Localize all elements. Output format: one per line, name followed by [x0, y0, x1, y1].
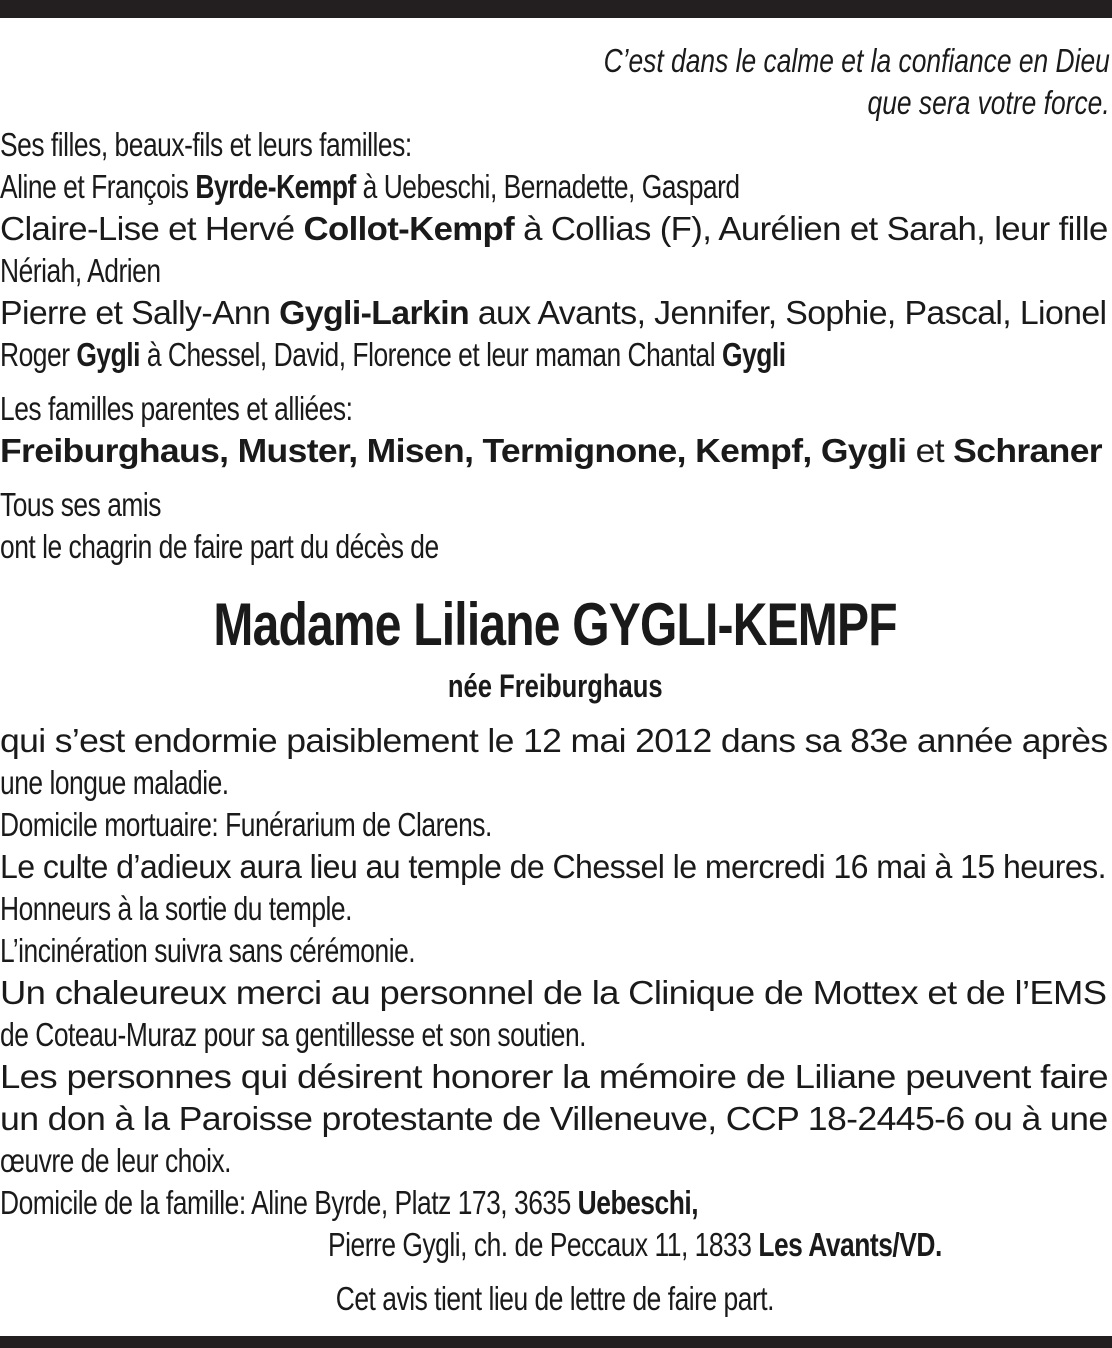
family-line-1: Aline et François Byrde-Kempf à Uebeschi, Bernadette, Gaspard [0, 168, 740, 205]
death-line-2: une longue maladie. [0, 764, 229, 801]
family-line-2: Claire-Lise et Hervé Collot-Kempf à Collias (F), Aurélien et Sarah, leur fille [0, 210, 1108, 247]
donation-line-2: un don à la Paroisse protestante de Villeneuve, CCP 18-2445-6 ou à une [0, 1100, 1108, 1137]
family-line-5: Roger Gygli à Chessel, David, Florence et leur maman Chantal Gygli [0, 336, 786, 373]
family-line-4: Pierre et Sally-Ann Gygli-Larkin aux Avants, Jennifer, Sophie, Pascal, Lionel [0, 294, 1107, 331]
friends-line-2: ont le chagrin de faire part du décès de [0, 528, 439, 565]
obituary-notice [0, 40, 1110, 1320]
deceased-name: Madame Liliane GYGLI-KEMPF [213, 591, 897, 658]
service-line: Le culte d’adieux aura lieu au temple de Chessel le mercredi 16 mai à 15 heures. [0, 848, 1106, 885]
honours-line: Honneurs à la sortie du temple. [0, 890, 352, 927]
quote-line-1: C’est dans le calme et la confiance en Dieu [603, 42, 1110, 79]
family-address-2: Pierre Gygli, ch. de Peccaux 11, 1833 Les Avants/VD. [328, 1226, 942, 1263]
thanks-line-2: de Coteau-Muraz pour sa gentillesse et son soutien. [0, 1016, 587, 1053]
relatives-intro: Les familles parentes et alliées: [0, 390, 353, 427]
mortuary-line: Domicile mortuaire: Funérarium de Clarens. [0, 806, 492, 843]
families-intro: Ses filles, beaux-fils et leurs familles: [0, 126, 412, 163]
bottom-border [0, 1336, 1112, 1348]
family-line-3: Nériah, Adrien [0, 252, 161, 289]
relatives-names: Freiburghaus, Muster, Misen, Termignone, Kempf, Gygli et Schraner [0, 432, 1102, 469]
quote-line-2: que sera votre force. [867, 84, 1110, 121]
friends-line-1: Tous ses amis [0, 486, 162, 523]
donation-line-1: Les personnes qui désirent honorer la mémoire de Liliane peuvent faire [0, 1058, 1108, 1095]
top-border [0, 0, 1112, 18]
donation-line-3: œuvre de leur choix. [0, 1142, 232, 1179]
family-address-1: Domicile de la famille: Aline Byrde, Platz 173, 3635 Uebeschi, [0, 1184, 699, 1221]
cremation-line: L’incinération suivra sans cérémonie. [0, 932, 416, 969]
death-line-1: qui s’est endormie paisiblement le 12 mai 2012 dans sa 83e année après [0, 722, 1108, 759]
closing-line: Cet avis tient lieu de lettre de faire part. [335, 1280, 775, 1317]
maiden-name: née Freiburghaus [447, 668, 663, 704]
thanks-line-1: Un chaleureux merci au personnel de la Clinique de Mottex et de l’EMS [0, 974, 1107, 1011]
